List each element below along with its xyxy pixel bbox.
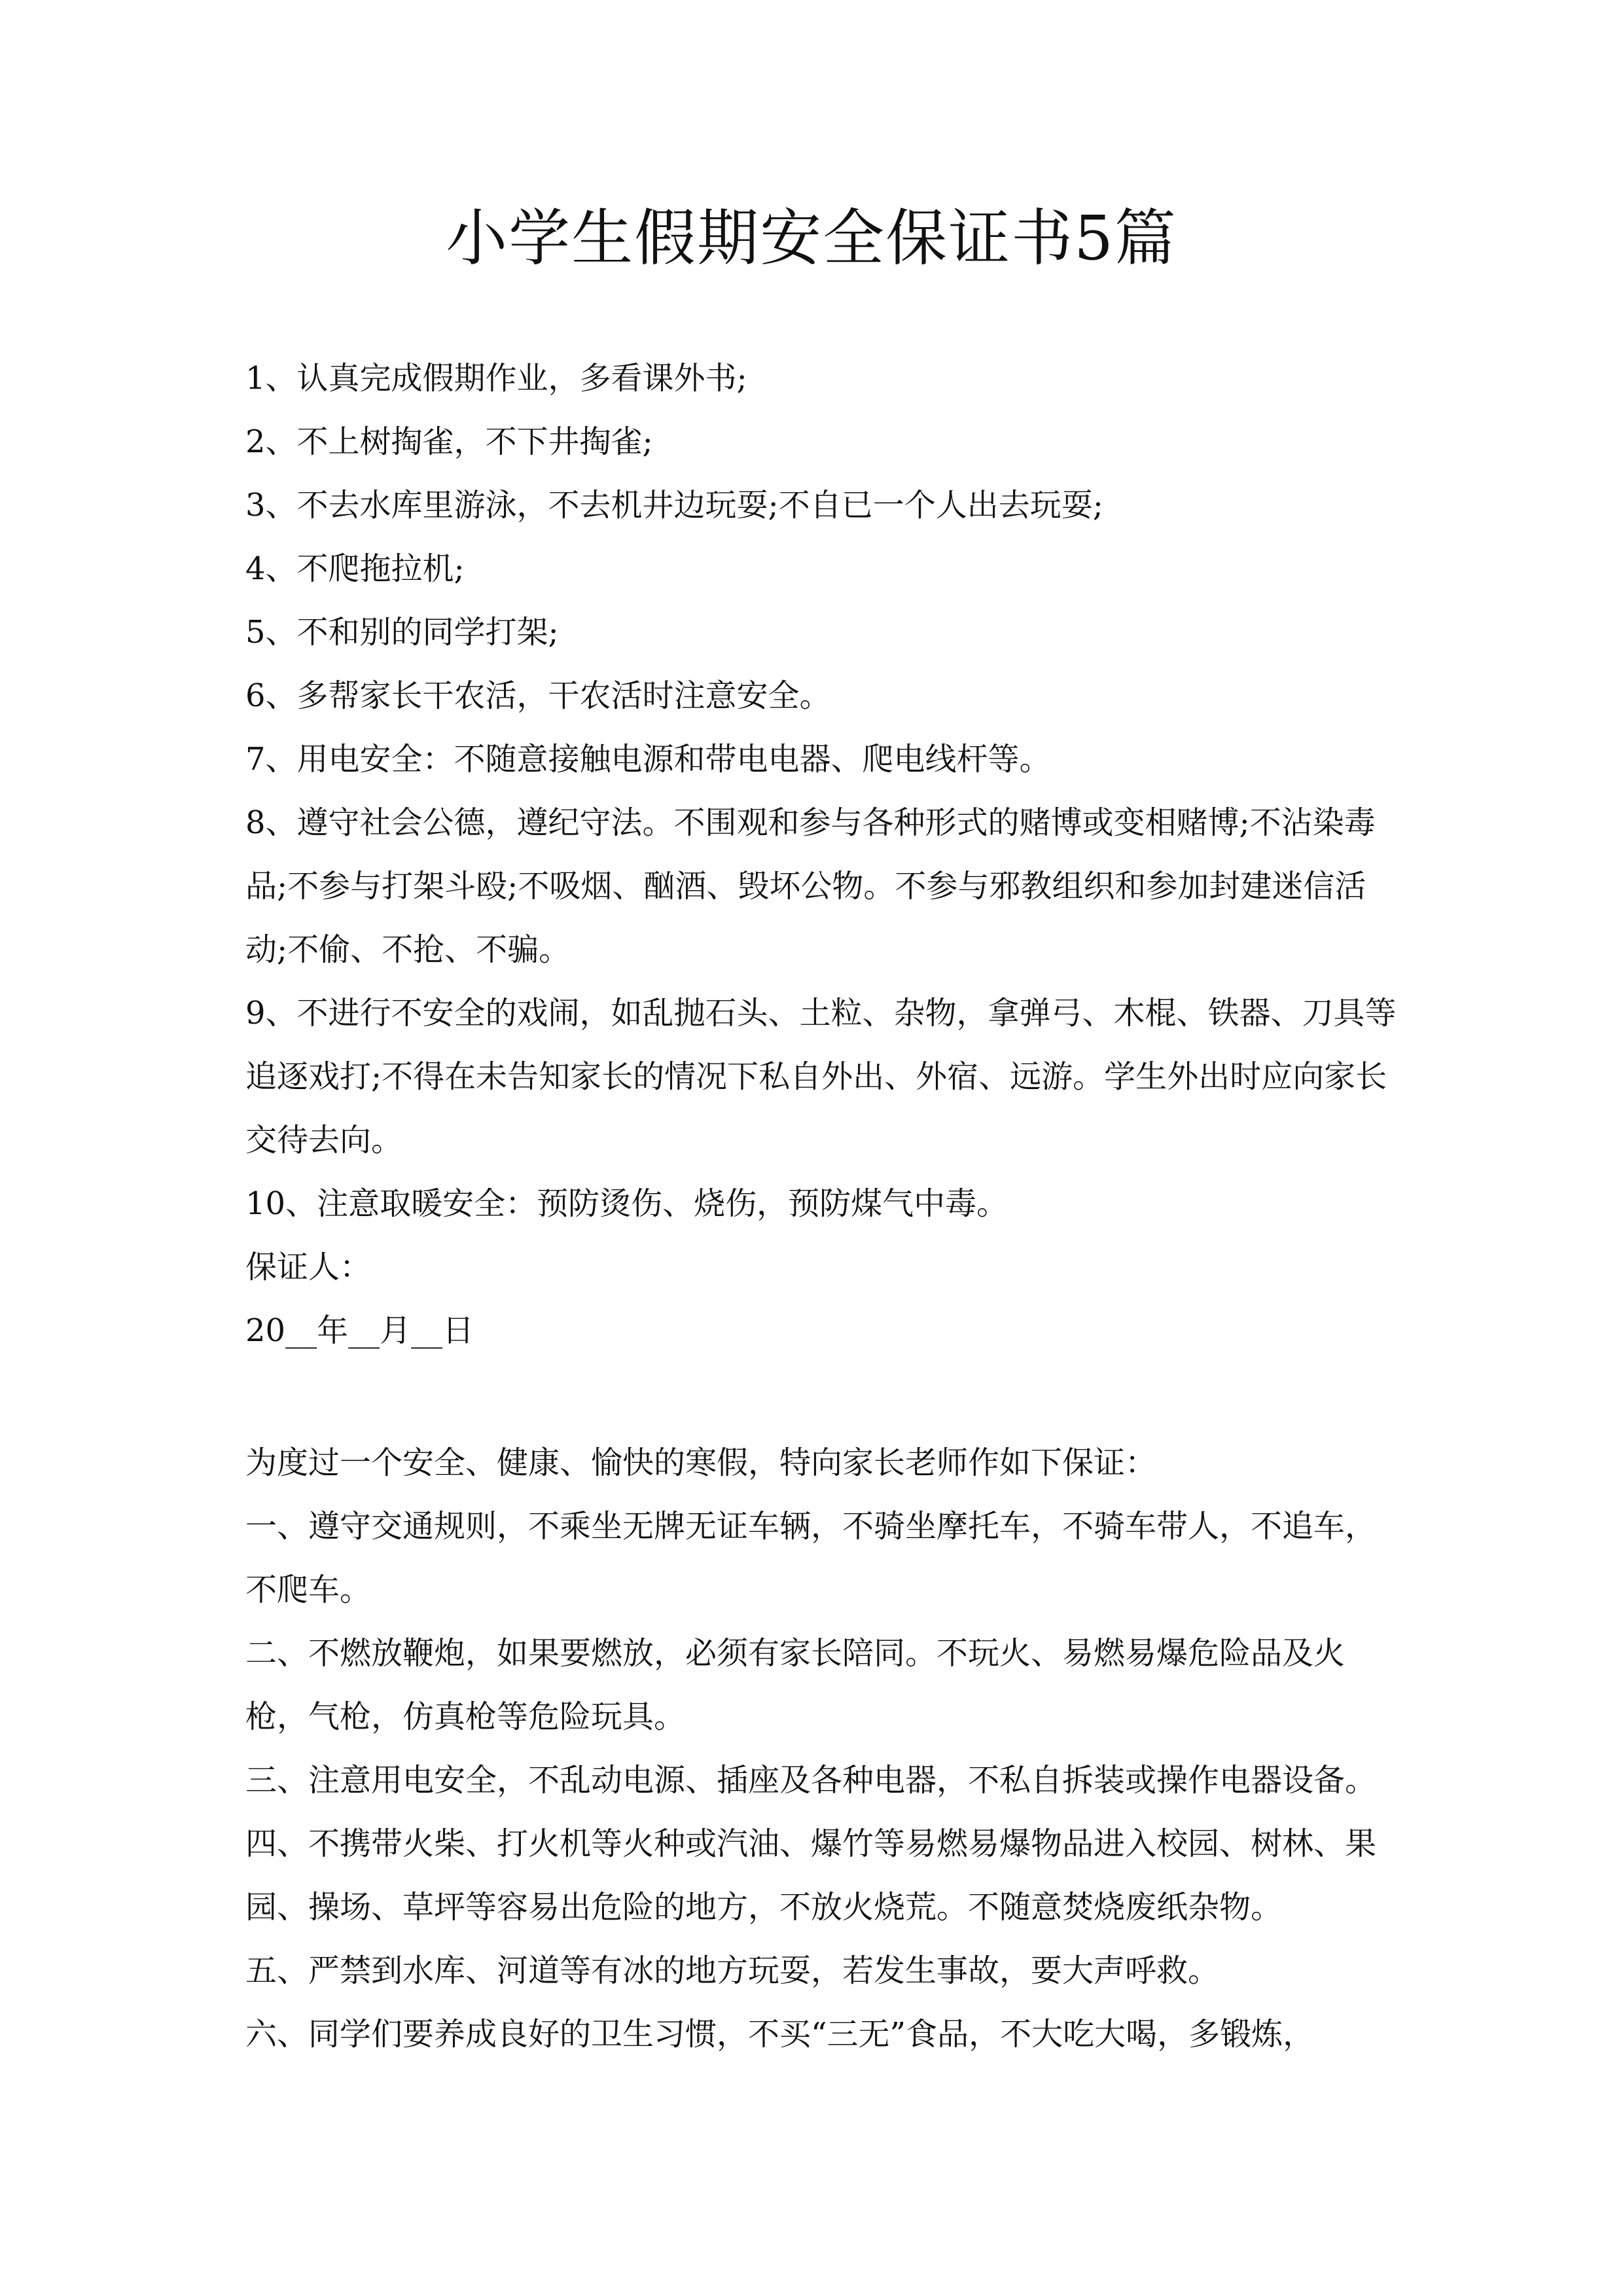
pledge-section-1 [245, 347, 1404, 1363]
pledge-item: 9、不进行不安全的戏闹，如乱抛石头、土粒、杂物，拿弹弓、木棍、铁器、刀具等追逐戏打;不得在未告知家长的情况下私自外出、外宿、远游。学生外出时应向家长交待去向。 [245, 995, 1397, 1158]
pledge-item: 6、多帮家长干农活，干农活时注意安全。 [245, 677, 831, 714]
pledge-item: 7、用电安全：不随意接触电源和带电电器、爬电线杆等。 [245, 741, 1051, 778]
date-line: 20__年__月__日 [245, 1312, 474, 1349]
pledge-item: 3、不去水库里游泳，不去机井边玩耍;不自已一个人出去玩耍; [245, 487, 1103, 524]
pledge-section-2 [245, 1431, 1404, 2066]
pledge-item: 10、注意取暖安全：预防烫伤、烧伤，预防煤气中毒。 [245, 1185, 1008, 1222]
pledge-item: 1、认真完成假期作业，多看课外书; [245, 360, 747, 397]
guarantor-label: 保证人： [245, 1249, 372, 1285]
pledge-item: 4、不爬拖拉机; [245, 550, 465, 587]
pledge-item: 一、遵守交通规则，不乘坐无牌无证车辆，不骑坐摩托车，不骑车带人，不追车，不爬车。 [245, 1508, 1377, 1608]
pledge-item: 三、注意用电安全，不乱动电源、插座及各种电器，不私自拆装或操作电器设备。 [245, 1762, 1377, 1799]
pledge-item: 8、遵守社会公德，遵纪守法。不围观和参与各种形式的赌博或变相赌博;不沾染毒品;不参与打架斗殴;不吸烟、酗酒、毁坏公物。不参与邪教组织和参加封建迷信活动;不偷、不抢、不骗。 [245, 804, 1376, 968]
pledge-item: 5、不和别的同学打架; [245, 614, 559, 651]
document-title: 小学生假期安全保证书5篇 [446, 203, 1177, 274]
pledge-item: 2、不上树掏雀，不下井掏雀; [245, 423, 653, 460]
pledge-item: 五、严禁到水库、河道等有冰的地方玩耍，若发生事故，要大声呼救。 [245, 1952, 1220, 1989]
pledge-item: 六、同学们要养成良好的卫生习惯，不买“三无”食品，不大吃大喝，多锻炼， [245, 2016, 1315, 2053]
pledge-intro: 为度过一个安全、健康、愉快的寒假，特向家长老师作如下保证： [245, 1444, 1157, 1481]
pledge-item: 二、不燃放鞭炮，如果要燃放，必须有家长陪同。不玩火、易燃易爆危险品及火枪，气枪，仿真枪等危险玩具。 [245, 1635, 1346, 1735]
pledge-item: 四、不携带火柴、打火机等火种或汽油、爆竹等易燃易爆物品进入校园、树林、果园、操场、草坪等容易出危险的地方，不放火烧荒。不随意焚烧废纸杂物。 [245, 1825, 1377, 1926]
